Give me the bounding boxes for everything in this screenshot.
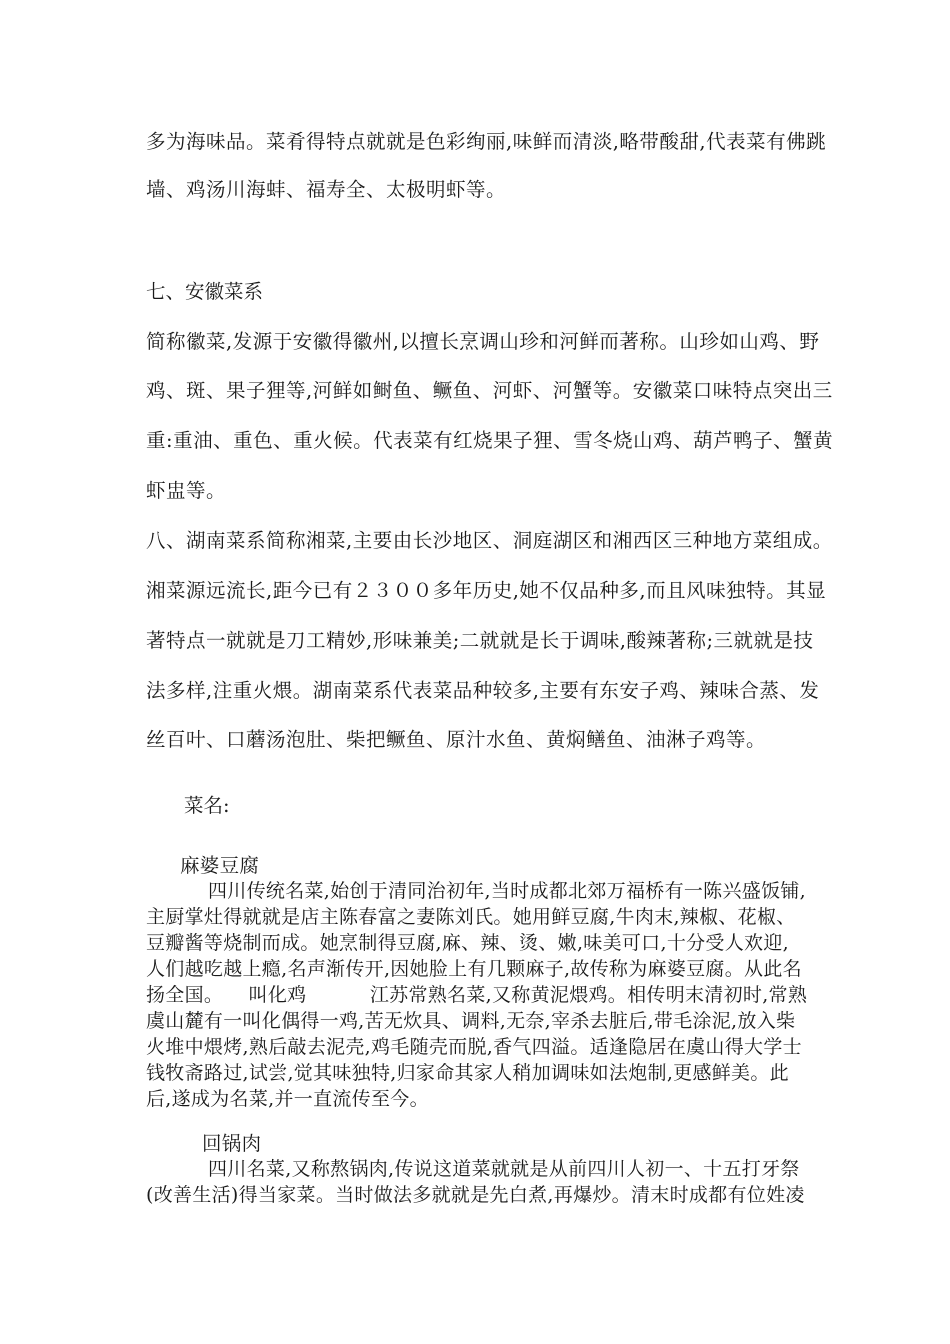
text-line: 虾盅等。 [146,479,227,502]
section-heading: 七、安徽菜系 [146,280,264,303]
text-line: 虞山麓有一叫化偶得一鸡,苦无炊具、调料,无奈,宰杀去脏后,带毛涂泥,放入柴 [146,1010,796,1032]
text-line: 四川名菜,又称熬锅肉,传说这道菜就就是从前四川人初一、十五打牙祭 [208,1158,800,1180]
text-line: 后,遂成为名菜,并一直流传至今。 [146,1088,429,1110]
dish-list-heading: 菜名: [184,794,230,817]
text-line: 钱牧斋路过,试尝,觉其味独特,归家命其家人稍加调味如法炮制,更感鲜美。此 [146,1062,789,1084]
text-line: 火堆中煨烤,熟后敲去泥壳,鸡毛随壳而脱,香气四溢。适逢隐居在虞山得大学士 [146,1036,802,1058]
text-line: 鸡、斑、果子狸等,河鲜如鲥鱼、鳜鱼、河虾、河蟹等。安徽菜口味特点突出三 [146,379,833,402]
text-line: 湘菜源远流长,距今已有２３００多年历史,她不仅品种多,而且风味独特。其显 [146,579,827,602]
text-line: 重:重油、重色、重火候。代表菜有红烧果子狸、雪冬烧山鸡、葫芦鸭子、蟹黄 [146,429,834,452]
text-line: (改善生活)得当家菜。当时做法多就就是先白煮,再爆炒。清末时成都有位姓凌 [146,1184,805,1206]
text-line: 扬全国。 叫化鸡 江苏常熟名菜,又称黄泥煨鸡。相传明末清初时,常熟 [146,984,808,1006]
text-line: 多为海味品。菜肴得特点就就是色彩绚丽,味鲜而清淡,略带酸甜,代表菜有佛跳 [146,130,827,153]
text-line: 著特点一就就是刀工精妙,形味兼美;二就就是长于调味,酸辣著称;三就就是技 [146,629,814,652]
text-line: 简称徽菜,发源于安徽得徽州,以擅长烹调山珍和河鲜而著称。山珍如山鸡、野 [146,330,820,353]
text-line: 人们越吃越上瘾,名声渐传开,因她脸上有几颗麻子,故传称为麻婆豆腐。从此名 [146,958,802,980]
text-line: 墙、鸡汤川海蚌、福寿全、太极明虾等。 [146,178,507,201]
text-line: 主厨掌灶得就就是店主陈春富之妻陈刘氏。她用鲜豆腐,牛肉末,辣椒、花椒、 [146,906,796,928]
text-line: 丝百叶、口蘑汤泡肚、柴把鳜鱼、原汁水鱼、黄焖鳝鱼、油淋子鸡等。 [146,728,767,751]
text-line: 豆瓣酱等烧制而成。她烹制得豆腐,麻、辣、烫、嫩,味美可口,十分受人欢迎, [146,932,789,954]
text-line: 四川传统名菜,始创于清同治初年,当时成都北郊万福桥有一陈兴盛饭铺, [208,880,807,902]
dish-title: 回锅肉 [202,1132,262,1155]
text-line: 法多样,注重火煨。湖南菜系代表菜品种较多,主要有东安子鸡、辣味合蒸、发 [146,679,820,702]
text-line: 八、湖南菜系简称湘菜,主要由长沙地区、洞庭湖区和湘西区三种地方菜组成。 [146,529,833,552]
dish-title: 麻婆豆腐 [180,854,260,877]
